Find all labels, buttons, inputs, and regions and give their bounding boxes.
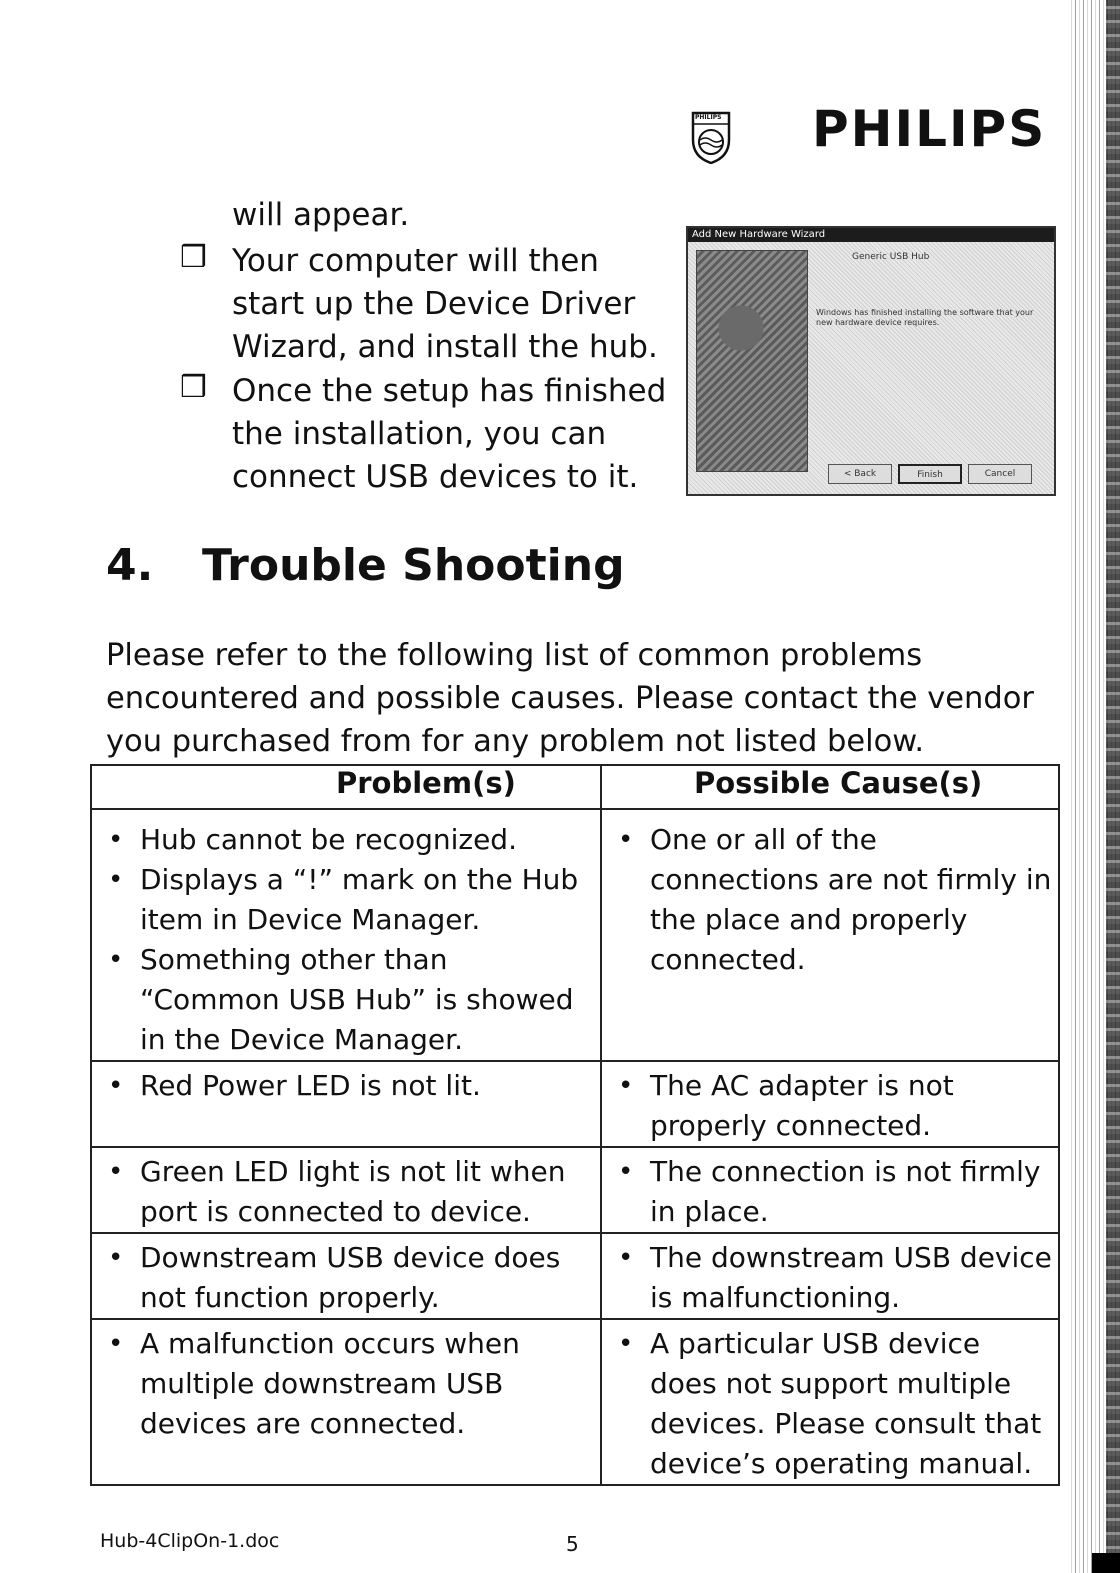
checkbox-bullet-icon: ❒: [180, 370, 207, 405]
cause-item: • The connection is not firmly in place.: [602, 1152, 1058, 1232]
causes-cell: [601, 1061, 1059, 1147]
wizard-finish-button: Finish: [898, 464, 962, 484]
continuation-text: will appear.: [232, 197, 410, 233]
scan-corner: [1092, 1553, 1120, 1573]
causes-cell: [601, 1233, 1059, 1319]
problem-item: • Displays a “!” mark on the Hub item in Device Manager.: [92, 860, 600, 940]
causes-cell: [601, 809, 1059, 1061]
table-row: [91, 1319, 1059, 1485]
hardware-wizard-screenshot: [686, 226, 1056, 496]
table-row: [91, 1233, 1059, 1319]
cause-item: • The downstream USB device is malfunctioning.: [602, 1238, 1058, 1318]
wizard-illustration: [696, 250, 808, 472]
table-row: [91, 1147, 1059, 1233]
scan-edge-shadow: [1106, 0, 1120, 1573]
problem-item: • Green LED light is not lit when port is connected to device.: [92, 1152, 600, 1232]
problems-cell: [91, 1061, 601, 1147]
wizard-back-button: < Back: [828, 464, 892, 484]
cause-item: • A particular USB device does not support multiple devices. Please consult that device’s operating manual.: [602, 1324, 1058, 1484]
causes-cell: [601, 1147, 1059, 1233]
wizard-cancel-button: Cancel: [968, 464, 1032, 484]
problems-cell: [91, 1233, 601, 1319]
footer-filename: Hub-4ClipOn-1.doc: [100, 1530, 280, 1552]
cause-item: • One or all of the connections are not firmly in the place and properly connected.: [602, 820, 1058, 980]
problem-item: • Downstream USB device does not function properly.: [92, 1238, 600, 1318]
problem-item: • Red Power LED is not lit.: [92, 1066, 600, 1106]
wizard-message: Windows has finished installing the software that your new hardware device requires.: [816, 308, 1034, 327]
problem-item: • Something other than “Common USB Hub” is showed in the Device Manager.: [92, 940, 600, 1060]
page-number: 5: [566, 1532, 579, 1556]
wizard-title: Add New Hardware Wizard: [688, 228, 1054, 242]
table-row: [91, 809, 1059, 1061]
troubleshooting-table: [90, 764, 1060, 1486]
header-problems: Problem(s): [91, 765, 601, 809]
table-row: [91, 1061, 1059, 1147]
problem-item: • Hub cannot be recognized.: [92, 820, 600, 860]
header-causes: Possible Cause(s): [601, 765, 1059, 809]
problems-cell: [91, 1147, 601, 1233]
problems-cell: [91, 1319, 601, 1485]
section-title: Trouble Shooting: [202, 540, 625, 591]
problems-cell: [91, 809, 601, 1061]
brand-wordmark: PHILIPS: [812, 100, 1047, 158]
problem-item: • A malfunction occurs when multiple downstream USB devices are connected.: [92, 1324, 600, 1444]
emblem-text: PHILIPS: [695, 114, 722, 121]
checkbox-bullet-icon: ❒: [180, 240, 207, 275]
causes-cell: [601, 1319, 1059, 1485]
install-step: Your computer will then start up the Device Driver Wizard, and install the hub.: [232, 243, 658, 365]
cause-item: • The AC adapter is not properly connected.: [602, 1066, 1058, 1146]
section-number: 4.: [106, 540, 154, 591]
wizard-device-name: Generic USB Hub: [852, 252, 930, 262]
intro-paragraph: Please refer to the following list of common problems encountered and possible causes. Please contact the vendor you purchased from for any problem not listed below.: [106, 638, 1034, 759]
install-step: Once the setup has finished the installation, you can connect USB devices to it.: [232, 373, 667, 495]
